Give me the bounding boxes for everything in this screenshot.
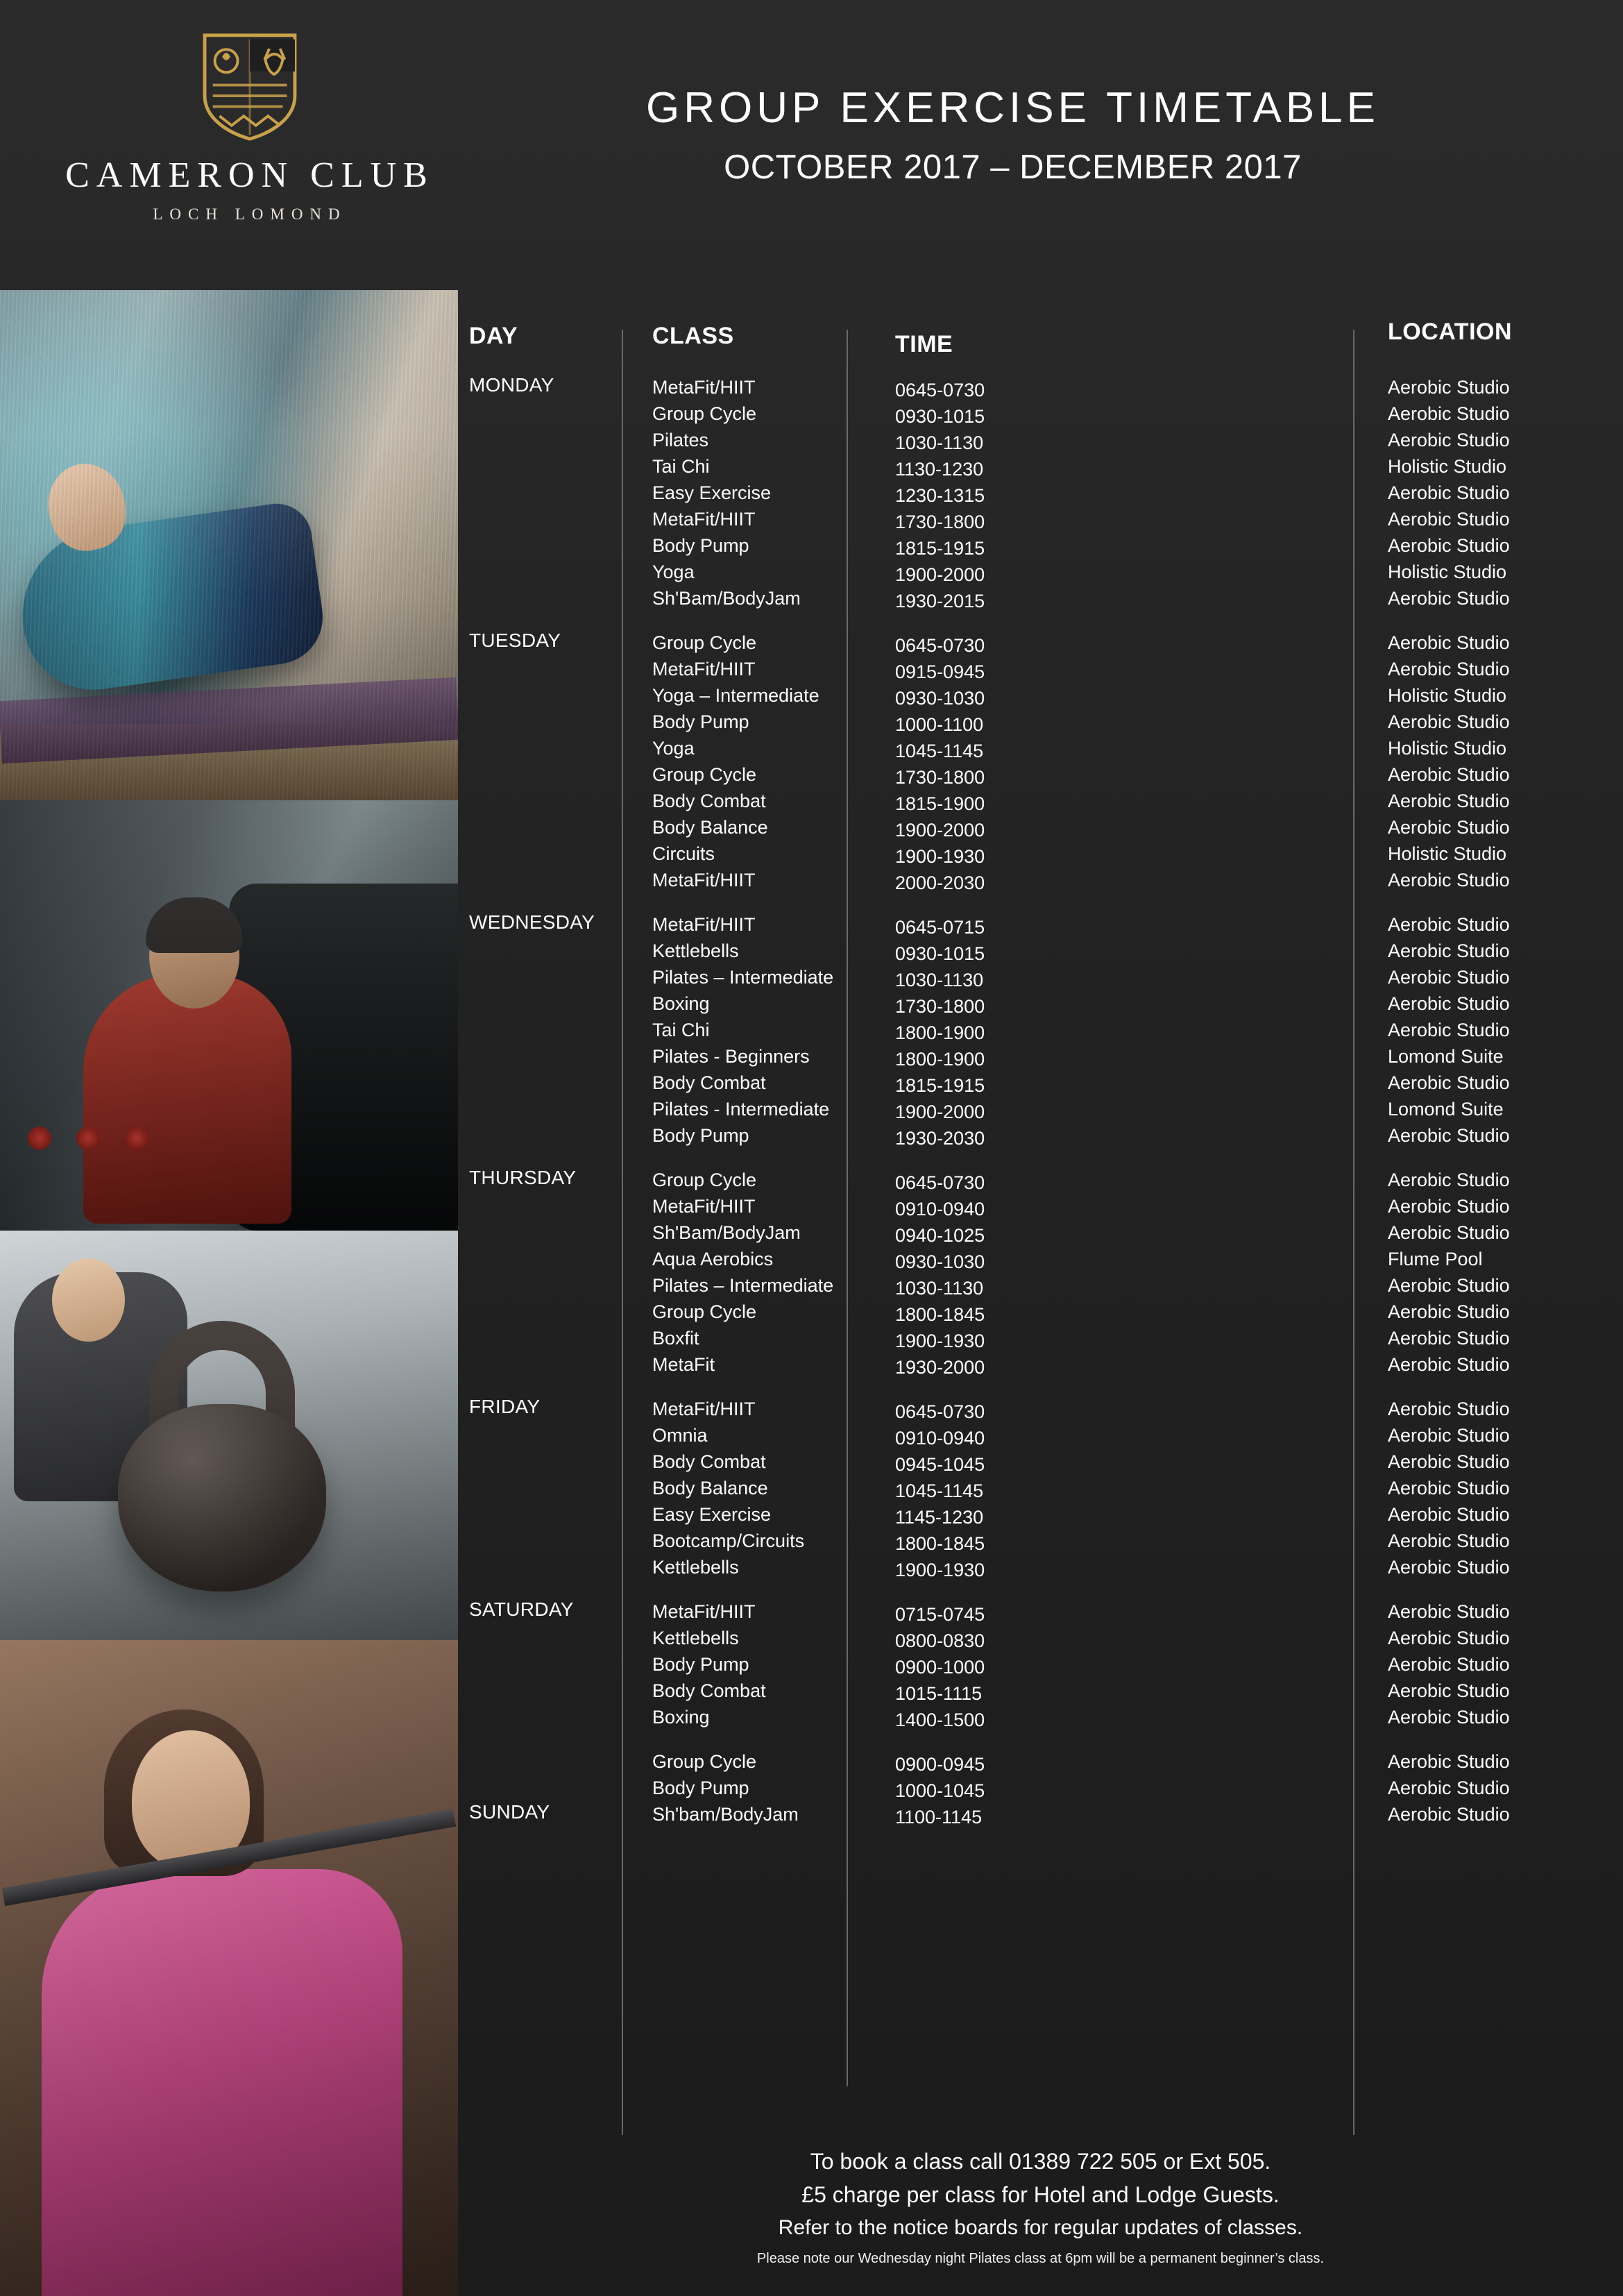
- class-column: [652, 911, 860, 1149]
- class-cell: Body Pump: [652, 1778, 749, 1798]
- time-cell: 0910-0940: [895, 1199, 985, 1219]
- class-cell: Group Cycle: [652, 764, 757, 785]
- class-cell: Easy Exercise: [652, 1504, 772, 1525]
- location-cell: Aerobic Studio: [1388, 1707, 1510, 1728]
- heraldic-crest-icon: [198, 31, 302, 142]
- class-column: [652, 1598, 860, 1730]
- class-cell: MetaFit/HIIT: [652, 1196, 756, 1217]
- location-cell: Flume Pool: [1388, 1249, 1483, 1269]
- location-cell: Holistic Studio: [1388, 456, 1507, 477]
- column-header-day: DAY: [469, 323, 518, 349]
- location-cell: Aerobic Studio: [1388, 1628, 1510, 1648]
- location-cell: Aerobic Studio: [1388, 817, 1510, 838]
- class-cell: Tai Chi: [652, 1020, 710, 1040]
- location-column: [1388, 911, 1623, 1149]
- day-label: WEDNESDAY: [469, 911, 595, 933]
- location-cell: Aerobic Studio: [1388, 1072, 1510, 1093]
- time-cell: 0940-1025: [895, 1225, 985, 1246]
- time-cell: 1815-1915: [895, 538, 985, 559]
- time-cell: 0645-0715: [895, 917, 985, 938]
- class-cell: Group Cycle: [652, 632, 757, 653]
- class-cell: Group Cycle: [652, 403, 757, 424]
- time-column: [895, 377, 1089, 614]
- location-cell: Holistic Studio: [1388, 685, 1507, 706]
- time-cell: 0900-1000: [895, 1657, 985, 1678]
- class-cell: Yoga: [652, 562, 695, 582]
- time-cell: 1800-1845: [895, 1304, 985, 1325]
- time-cell: 1800-1900: [895, 1049, 985, 1070]
- location-cell: Aerobic Studio: [1388, 1654, 1510, 1675]
- location-cell: Aerobic Studio: [1388, 967, 1510, 988]
- day-label: THURSDAY: [469, 1167, 577, 1188]
- time-cell: 1000-1045: [895, 1780, 985, 1801]
- location-cell: Aerobic Studio: [1388, 711, 1510, 732]
- location-cell: Aerobic Studio: [1388, 659, 1510, 679]
- location-cell: Aerobic Studio: [1388, 1425, 1510, 1446]
- footer: [458, 2145, 1623, 2272]
- location-cell: Aerobic Studio: [1388, 1328, 1510, 1349]
- title-block: [444, 83, 1581, 187]
- location-cell: Aerobic Studio: [1388, 870, 1510, 890]
- location-cell: Aerobic Studio: [1388, 914, 1510, 935]
- indoor-cycling-photo: [0, 800, 458, 1231]
- class-cell: Sh'Bam/BodyJam: [652, 588, 801, 609]
- class-cell: MetaFit/HIIT: [652, 377, 756, 398]
- class-column: [652, 630, 860, 893]
- time-cell: 1800-1845: [895, 1533, 985, 1554]
- day-label: MONDAY: [469, 374, 554, 396]
- class-cell: Group Cycle: [652, 1751, 757, 1772]
- time-cell: 0915-0945: [895, 661, 985, 682]
- time-cell: 1930-2000: [895, 1357, 985, 1378]
- class-cell: Sh'Bam/BodyJam: [652, 1222, 801, 1243]
- photo-strip: [0, 290, 458, 2296]
- column-header-location: LOCATION: [1388, 319, 1513, 345]
- class-cell: Yoga: [652, 738, 695, 759]
- time-cell: 0645-0730: [895, 635, 985, 656]
- location-cell: Holistic Studio: [1388, 738, 1507, 759]
- class-cell: MetaFit/HIIT: [652, 914, 756, 935]
- time-cell: 0945-1045: [895, 1454, 985, 1475]
- day-block: [458, 374, 1623, 611]
- column-header-time: TIME: [895, 331, 953, 357]
- location-column: [1388, 630, 1623, 893]
- class-cell: Boxing: [652, 1707, 710, 1728]
- time-cell: 1230-1315: [895, 485, 985, 506]
- location-column: [1388, 374, 1623, 611]
- class-cell: Pilates - Beginners: [652, 1046, 810, 1067]
- timetable: [458, 316, 1623, 2296]
- time-cell: 0715-0745: [895, 1604, 985, 1625]
- time-cell: 0645-0730: [895, 1172, 985, 1193]
- day-block: [458, 1396, 1623, 1580]
- class-cell: Bootcamp/Circuits: [652, 1530, 805, 1551]
- location-cell: Aerobic Studio: [1388, 588, 1510, 609]
- time-cell: 1900-2000: [895, 1101, 985, 1122]
- class-cell: Kettlebells: [652, 940, 739, 961]
- location-cell: Aerobic Studio: [1388, 509, 1510, 530]
- barbell-training-photo: [0, 1640, 458, 2296]
- time-cell: 1900-1930: [895, 846, 985, 867]
- day-block: [458, 1598, 1623, 1730]
- location-cell: Holistic Studio: [1388, 843, 1507, 864]
- class-cell: Body Pump: [652, 1125, 749, 1146]
- location-cell: Aerobic Studio: [1388, 1222, 1510, 1243]
- location-cell: Aerobic Studio: [1388, 1125, 1510, 1146]
- location-cell: Aerobic Studio: [1388, 482, 1510, 503]
- day-label: FRIDAY: [469, 1396, 541, 1417]
- time-cell: 1800-1900: [895, 1022, 985, 1043]
- location-cell: Aerobic Studio: [1388, 1557, 1510, 1578]
- class-cell: Body Combat: [652, 1680, 766, 1701]
- page-subtitle: OCTOBER 2017 – DECEMBER 2017: [724, 149, 1302, 186]
- footer-fine-print: Please note our Wednesday night Pilates class at 6pm will be a permanent beginner’s class.: [756, 2251, 1325, 2266]
- day-label: SATURDAY: [469, 1598, 574, 1620]
- time-column: [895, 632, 1089, 896]
- location-cell: Aerobic Studio: [1388, 791, 1510, 811]
- class-cell: Omnia: [652, 1425, 708, 1446]
- class-cell: Tai Chi: [652, 456, 710, 477]
- location-cell: Aerobic Studio: [1388, 1020, 1510, 1040]
- class-cell: Body Combat: [652, 1451, 766, 1472]
- location-column: [1388, 1748, 1623, 1827]
- time-column: [895, 1170, 1089, 1381]
- class-cell: Pilates - Intermediate: [652, 1099, 830, 1120]
- time-cell: 1900-2000: [895, 564, 985, 585]
- location-cell: Aerobic Studio: [1388, 1399, 1510, 1419]
- location-cell: Aerobic Studio: [1388, 403, 1510, 424]
- location-cell: Aerobic Studio: [1388, 377, 1510, 398]
- class-cell: Yoga – Intermediate: [652, 685, 819, 706]
- class-cell: MetaFit/HIIT: [652, 1601, 756, 1622]
- table-header-row: [458, 316, 1623, 364]
- time-cell: 1045-1145: [895, 1480, 984, 1501]
- class-cell: Group Cycle: [652, 1170, 757, 1190]
- class-cell: Body Combat: [652, 791, 766, 811]
- location-cell: Aerobic Studio: [1388, 1504, 1510, 1525]
- time-cell: 1030-1130: [895, 432, 984, 453]
- class-cell: MetaFit/HIIT: [652, 870, 756, 890]
- class-cell: Body Combat: [652, 1072, 766, 1093]
- location-cell: Aerobic Studio: [1388, 1804, 1510, 1825]
- time-cell: 1130-1230: [895, 459, 984, 480]
- location-cell: Aerobic Studio: [1388, 1301, 1510, 1322]
- time-cell: 0645-0730: [895, 1401, 985, 1422]
- location-cell: Aerobic Studio: [1388, 430, 1510, 450]
- day-block: [458, 911, 1623, 1149]
- class-cell: Aqua Aerobics: [652, 1249, 774, 1269]
- page-title: GROUP EXERCISE TIMETABLE: [645, 84, 1380, 132]
- class-cell: Body Pump: [652, 1654, 749, 1675]
- location-column: [1388, 1598, 1623, 1730]
- location-cell: Aerobic Studio: [1388, 1530, 1510, 1551]
- location-cell: Aerobic Studio: [1388, 1601, 1510, 1622]
- time-cell: 1930-2030: [895, 1128, 985, 1149]
- time-column: [895, 1399, 1089, 1583]
- time-cell: 1030-1130: [895, 1278, 984, 1299]
- class-cell: MetaFit/HIIT: [652, 1399, 756, 1419]
- time-column: [895, 1601, 1089, 1733]
- class-cell: Boxing: [652, 993, 710, 1014]
- location-column: [1388, 1396, 1623, 1580]
- day-block: [458, 630, 1623, 893]
- class-cell: Circuits: [652, 843, 715, 864]
- time-cell: 1030-1130: [895, 970, 984, 990]
- class-cell: Kettlebells: [652, 1628, 739, 1648]
- class-cell: Body Balance: [652, 817, 768, 838]
- location-cell: Aerobic Studio: [1388, 993, 1510, 1014]
- class-cell: Pilates: [652, 430, 709, 450]
- class-cell: Pilates – Intermediate: [652, 1275, 834, 1296]
- class-cell: Easy Exercise: [652, 482, 772, 503]
- time-cell: 1900-1930: [895, 1560, 985, 1580]
- location-cell: Aerobic Studio: [1388, 632, 1510, 653]
- location-cell: Aerobic Studio: [1388, 940, 1510, 961]
- location-cell: Aerobic Studio: [1388, 1275, 1510, 1296]
- class-cell: MetaFit: [652, 1354, 715, 1375]
- class-column: [652, 374, 860, 611]
- class-cell: Pilates – Intermediate: [652, 967, 834, 988]
- class-column: [652, 1167, 860, 1378]
- kettlebell-photo: [0, 1231, 458, 1640]
- day-label: SUNDAY: [469, 1801, 550, 1823]
- location-cell: Aerobic Studio: [1388, 1751, 1510, 1772]
- time-cell: 1815-1900: [895, 793, 985, 814]
- location-column: [1388, 1167, 1623, 1378]
- location-cell: Holistic Studio: [1388, 562, 1507, 582]
- time-cell: 1815-1915: [895, 1075, 985, 1096]
- day-label: TUESDAY: [469, 630, 561, 651]
- class-cell: Boxfit: [652, 1328, 699, 1349]
- class-cell: Group Cycle: [652, 1301, 757, 1322]
- time-cell: 0900-0945: [895, 1754, 985, 1775]
- brand-sub: LOCH LOMOND: [153, 205, 347, 223]
- location-cell: Aerobic Studio: [1388, 1478, 1510, 1499]
- class-cell: Body Pump: [652, 535, 749, 556]
- time-cell: 1100-1145: [895, 1807, 983, 1827]
- class-cell: Kettlebells: [652, 1557, 739, 1578]
- footer-notice-line: Refer to the notice boards for regular updates of classes.: [778, 2216, 1303, 2239]
- class-cell: Sh'bam/BodyJam: [652, 1804, 799, 1825]
- column-header-class: CLASS: [652, 323, 734, 349]
- location-cell: Aerobic Studio: [1388, 535, 1510, 556]
- footer-booking-line: To book a class call 01389 722 505 or Ext 505.: [810, 2149, 1271, 2174]
- time-cell: 0930-1015: [895, 406, 985, 427]
- location-cell: Aerobic Studio: [1388, 1196, 1510, 1217]
- class-cell: MetaFit/HIIT: [652, 659, 756, 679]
- time-cell: 1930-2015: [895, 591, 985, 611]
- time-cell: 0930-1030: [895, 688, 985, 709]
- class-cell: Body Balance: [652, 1478, 768, 1499]
- time-cell: 1900-1930: [895, 1331, 985, 1351]
- time-cell: 1730-1800: [895, 512, 985, 532]
- time-cell: 1730-1800: [895, 767, 985, 788]
- location-cell: Aerobic Studio: [1388, 1354, 1510, 1375]
- time-column: [895, 914, 1089, 1151]
- footer-charge-line: £5 charge per class for Hotel and Lodge Guests.: [801, 2182, 1280, 2207]
- table-body: [458, 374, 1623, 2296]
- time-cell: 0800-0830: [895, 1630, 985, 1651]
- pilates-photo: [0, 290, 458, 800]
- class-cell: MetaFit/HIIT: [652, 509, 756, 530]
- poster-header: [0, 0, 1623, 298]
- time-cell: 1015-1115: [895, 1683, 983, 1704]
- time-cell: 0645-0730: [895, 380, 985, 400]
- time-column: [895, 1751, 1089, 1830]
- location-cell: Lomond Suite: [1388, 1099, 1504, 1120]
- location-cell: Aerobic Studio: [1388, 1170, 1510, 1190]
- class-cell: Body Pump: [652, 711, 749, 732]
- time-cell: 0930-1030: [895, 1251, 985, 1272]
- time-cell: 1145-1230: [895, 1507, 984, 1528]
- day-block: [458, 1748, 1623, 1827]
- day-block: [458, 1167, 1623, 1378]
- brand-name: CAMERON CLUB: [65, 155, 434, 195]
- time-cell: 1730-1800: [895, 996, 985, 1017]
- time-cell: 0910-0940: [895, 1428, 985, 1449]
- location-cell: Aerobic Studio: [1388, 1778, 1510, 1798]
- time-cell: 0930-1015: [895, 943, 985, 964]
- time-cell: 2000-2030: [895, 872, 985, 893]
- class-column: [652, 1748, 860, 1827]
- location-cell: Aerobic Studio: [1388, 1451, 1510, 1472]
- time-cell: 1900-2000: [895, 820, 985, 841]
- class-column: [652, 1396, 860, 1580]
- time-cell: 1045-1145: [895, 741, 984, 761]
- time-cell: 1400-1500: [895, 1710, 985, 1730]
- time-cell: 1000-1100: [895, 714, 984, 735]
- location-cell: Lomond Suite: [1388, 1046, 1504, 1067]
- location-cell: Aerobic Studio: [1388, 1680, 1510, 1701]
- brand-block: [38, 31, 461, 223]
- location-cell: Aerobic Studio: [1388, 764, 1510, 785]
